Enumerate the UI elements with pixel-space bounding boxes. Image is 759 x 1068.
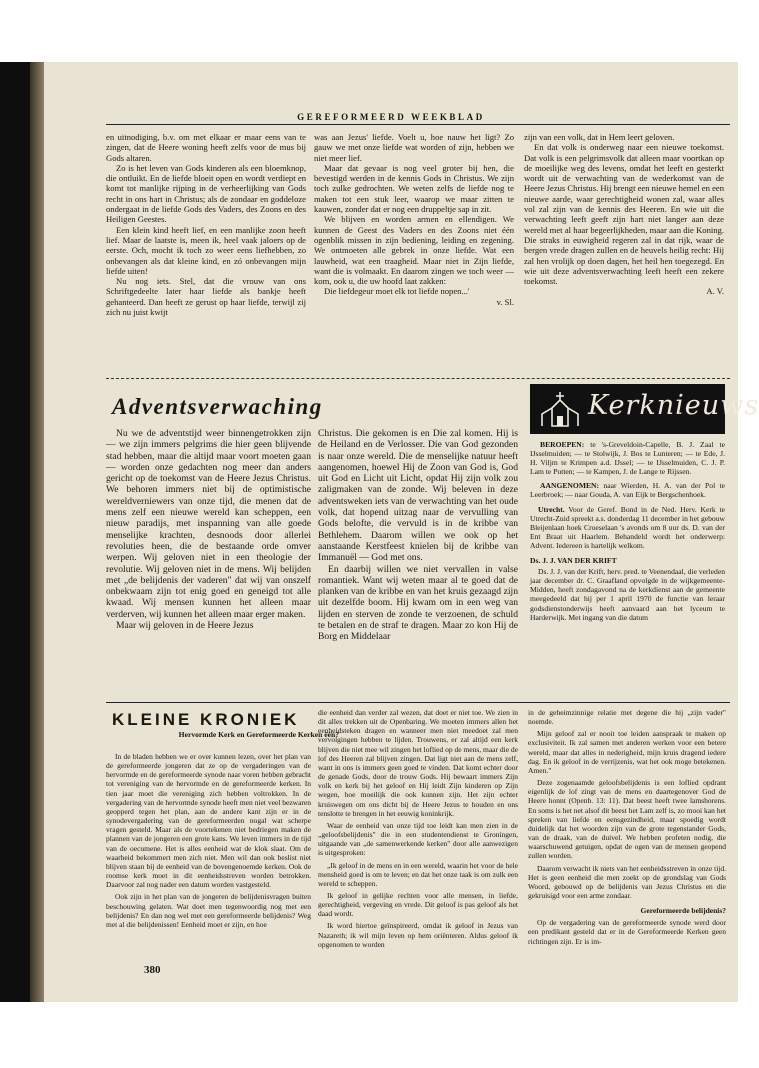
quote: „Ik geloof in de mens en in een wereld, waarin het voor de hele mensheid goed is om te leven; en dat het onze taak is om zulk een wereld te scheppen.: [318, 860, 518, 888]
news-item: naar Wierden, H. A. van der Pol te Leerbroek; — naar Gouda, A. van Eijk te Bergschenhoek.: [530, 481, 725, 500]
magazine-page: [44, 62, 759, 1002]
column-title: KLEINE KRONIEK: [112, 710, 300, 729]
paragraph: Ook zijn in het plan van de jongeren de belijdenisvragen buiten beschouwing gelaten. Wat doet men tegenwoordig nog met een belijdenis? En dan nog wel met een gereformeerde belijdenis? Weg met al die belijdenissen! Eenheid moet er zijn, en hoe: [106, 892, 311, 929]
paragraph: en uitnodiging, b.v. om met elkaar er maar eens van te zingen, dat de Heere woning heeft zelfs voor de mus bij Gods altaren.: [106, 132, 306, 163]
paragraph: Nu we de adventstijd weer binnengetrokken zijn — we zijn immers pelgrims die hier geen blijvende stad hebben, maar die altijd maar voort moeten gaan — worden onze gedachten nog meer dan anders gericht op de toekomst van de Heere Jezus Christus. We behoren immers niet bij de optimistische wereldverniewers van onze tijd, die menen dat de mens zelf een nieuwe wereld kan scheppen, een nieuw paradijs, met inspanning van alle goede menselijke krachten, desnoods door allerlei revoluties heen, die de bestaande orde omver werpen. Wij geloven niet in een theologie der revolutie. Wij geloven niet in de mens. Wij belijden met „de belijdenis der vaderen" dat wij van onszelf onbekwaam zijn tot enig goed en geneigd tot alle kwaad. Wij mensen kunnen het alleen maar verderven, wij kunnen het alleen maar erger maken.: [106, 428, 311, 620]
column-subtitle: Hervormde Kerk en Gereformeerde Kerken één?: [178, 730, 339, 739]
news-item: te 's-Greveldoin-Capelle, B. J. Zaal te IJsselmuiden; — te Stolwijk, J. Bos te Lunteren; — te Ede, J. H. Viljm te Krimpen a.d. IJssel; — te IJsselmuiden, C. J. P. Lam te Putten; — te Kampen, J. de Lange te Rijssen.: [530, 440, 725, 477]
scan-margin-bottom: [0, 1002, 738, 1068]
church-icon: [538, 390, 582, 428]
news-item: Voor de Geref. Bond in de Ned. Herv. Kerk te Utrecht-Zuid spreekt a.s. donderdag 11 december in het gebouw Bleijenlaan hoek Croeselaan 's avonds om 8 uur ds. D. van der Ent Braat uit Haarlem. Behandeld wordt het onderwerp: Advent. Iedereen is hartelijk welkom.: [530, 504, 725, 550]
paragraph: Waar de eenheid van onze tijd toe leidt kan men zien in de „geloofsbelijdenis" die in een studentendienst te Groningen, uitgaande van „de samenwerkende kerken" door alle aanwezigen is uitgesproken:: [318, 820, 518, 858]
paragraph: We blijven en worden armen en ellendigen. We kunnen de Geest des Vaders en des Zoons niet één ogenblik missen in zijn bediening, leiding en zegening. We ontmoeten alle gebrek in onze liefde. Wat een lauwheid, wat een traagheid. Maar niet in Zijn liefde, want die is volmaakt. En daarom zingen we toch weer — kom, ook u, die uw hoofd laat zakken:: [314, 214, 514, 287]
label: AANGENOMEN:: [540, 481, 600, 491]
top-article-col1: [106, 132, 306, 372]
section-divider: [106, 378, 730, 379]
paragraph: En dat volk is onderweg naar een nieuwe toekomst. Dat volk is een pelgrimsvolk dat alleen maar voortkan op de moeilijke weg des levens, omdat het leeft en gesterkt wordt uit de verwachting van de wederkomst van de Heere Jezus Christus. Hij brengt een nieuwe hemel en een nieuwe aarde, waar gerechtigheid wonen zal, waar alles vol zal zijn van de kennis des Heeren. En wie uit die verwachting leeft geeft zijn hart niet langer aan deze wereld met al haar begeerlijkheden, maar aan die Koning. Die straks in euwigheid regeren zal in dat rijk, waar de bergen vrede dragen zullen en de heuvels heilig recht: Hij zal hen vrolijk op doen dagen, het heil hen toegezegd. En wie uit deze adventsverwachting leeft heeft een zekere toekomst.: [524, 142, 724, 287]
kroniek-col2: [318, 708, 518, 996]
paragraph: Maar wij geloven in de Heere Jezus: [116, 620, 254, 632]
article-title: Adventsverwaching: [112, 394, 323, 419]
paragraph: Maar dat gevaar is nog veel groter bij hen, die bevestigd werden in de kennis Gods in Christus. We zijn toch zulke gedrochten. We weten zelfs de liefde nog te maken tot een stuk leer, waarop we maar zitten te kauwen, zonder dat er nog een druppeltje sap in zit.: [314, 162, 514, 215]
news-item: Ds. J. J. van der Krift, herv. pred. te Veenendaal, die verleden jaar december dr. C. Graafland opvolgde in de wijkgemeente-Midden, heeft zondagavond na de kerkdienst aan de gemeente meegedeeld dat hij per 1 april 1970 de functie van leraar godsdienstonderwijs heeft aanvaard aan het lyceum te Harderwijk. Met ingang van die datum: [530, 567, 725, 622]
banner-title: Kerknieuws: [588, 390, 759, 421]
paragraph: Zo is het leven van Gods kinderen als een bloemknop, die ontluikt. En de liefde bloeit open en wordt verdiept en komt tot manlijke rijping in de verheerlijking van Gods recht in ons hart in Christus; als de zondaar en goddeloze ondergaat in de liefde Gods des Vaders, des Zoons en des Heiligen Geestes.: [106, 162, 306, 225]
paragraph: En daarbij willen we niet vervallen in valse romantiek. Want wij weten maar al te goed dat de planken van de kribbe en van het kruis gezaagd zijn uit dezelfde boom. Hij kwam om in een weg van lijden en sterven de zonde te verzoenen, de schuld te betalen en de straf te dragen. Maar zo kon Hij de Borg en Middelaar: [318, 563, 518, 643]
paragraph: Daarom verwacht ik niets van het eenheidsstreven in onze tijd. Het is geen eenheid die men zoekt op de grondslag van Gods Woord, gebouwd op de belijdenis van Jezus Christus en die gekruisigd voor een arme zondaar.: [528, 863, 726, 900]
paragraph: in de geheimzinnige relatie met degene die hij „zijn vader" noemde.: [528, 708, 726, 727]
advent-col2: [318, 428, 518, 690]
header-rule: [106, 124, 730, 125]
news-heading: Ds. J. J. VAN DER KRIFT: [530, 556, 617, 566]
paragraph: Nu nog iets. Stel, dat die vrouw van ons Schriftgedeelte later haar liefde als bankje heeft gehanteerd. Dan heeft ze gerust op haar liefde, terwijl zij zich nu juist kwijt: [106, 276, 306, 318]
running-head: GEREFORMEERD WEEKBLAD: [297, 112, 485, 122]
scan-margin-top: [0, 0, 738, 62]
advent-col1: [106, 428, 311, 690]
paragraph: was aan Jezus' liefde. Voelt u, hoe nauw het ligt? Zo gauw we met onze liefde wat worden of zijn, hebben we niet meer lief.: [314, 132, 514, 163]
paragraph: Een klein kind heeft lief, en een manlijke zoon heeft lief. Maar de laatste is, meen ik, heel vaak jaloers op de eerste. Och, mocht ik toch zo weer eens liefhebben, zo onbevangen als dat kleine kind, en zó onbevangen mijn liefde uiten!: [106, 224, 306, 276]
paragraph: Christus. Die gekomen is en Die zal komen. Hij is de Heiland en de Verlosser. Die van God gezonden is naar onze wereld. Die de menselijke natuur heeft aangenomen, hoewel Hij de Zoon van God is, God uit God en Licht uit Licht, opdat Hij zijn volk zou zaligmaken van de zonde. Wij beleven in deze adventsweken iets van de verwachting van het oude volk, dat hopend uitzag naar de vervulling van Gods belofte, die vervuld is in de kribbe van Bethlehem. Daarom willen we ook op het aanstaande Kerstfeest knielen bij de kribbe van Immanuël — God met ons.: [318, 428, 518, 564]
top-article-col3: [524, 132, 724, 372]
label: Utrecht.: [538, 504, 565, 514]
paragraph: Op de vergadering van de gereformeerde synode werd door een predikant gesteld dat er in de Gereformeerde Kerken geen richtingen zijn. Er is im-: [528, 918, 726, 946]
scan-left-edge: [0, 62, 30, 1002]
quote: Ik word hiertoe geïnspireerd, omdat ik geloof in Jezus van Nazareth; ik wil mijn leven op hem oriënteren. Aldus geloof ik opgenomen te worden: [318, 921, 518, 949]
kroniek-col1: [106, 752, 311, 962]
quote-line: Die liefdegeur moet elk tot liefde nopen...': [324, 286, 470, 297]
page-spine-shadow: [30, 62, 44, 1002]
paragraph: zijn van een volk, dat in Hem leert geloven.: [524, 132, 675, 142]
paragraph: Mijn geloof zal er nooit toe leiden aanspraak te maken op exclusiviteit. Ik zal samen met anderen werken voor een betere wereld, maar dat alles in nederigheid, mijn kruis dragend iedere dag. En ik geloof in de verrijzenis, wat het ook moge betekenen. Amen.": [528, 729, 726, 775]
paragraph: In de bladen hebben we er over kunnen lezen, over het plan van de gereformeerde jongeren dat ze op de vergaderingen van de hervormde en de gereformeerde synode naar voren hebben gebracht tot vereniging van de hervormde en de gereformeerde kerken. In tien jaar moet die vereniging zich hebben voltrokken. In de vergadering van de hervormde synode heeft men niet veel bezwaren geopperd tegen het plan, aan de andere kant zijn er in de synodevergadering van de gereformeerden nogal wat scherpe vragen gesteld. Maar als de voortekenen niet bedriegen maken de plannen van de jongeren een grote kans. We leven immers in de tijd van de oecumene. Het is alles eenheid wat de klok slaat. Om de waarheid bekommert men zich niet. Men wil dan ook beslist niet blijven staan bij de eenheid van de bovengenoemde kerken. Ook de roomse kerk moet in dit eenheidsstreven worden betrokken. Daarvoor zal nog nader een datum worden vastgesteld.: [106, 752, 311, 890]
kerknieuws-column: [530, 440, 725, 692]
paragraph: die eenheid dan verder zal wezen, dat doet er niet toe. We zien in dit alles trekken uit de Openbaring. We moeten immers allen het eenheidsteken dragen en wanneer men niet meedoet zal men vervolgingen hebben te lijden. Trouwens, er zal altijd een kerk blijven die niet mee wil zingen het loflied op de mens, maar die de lof des Heeren zal blijven zingen. Dat ligt niet aan de mens zelf, want in ons is immers geen goed te vinden. Dat komt echter door de genade Gods, door de trouw Gods. Hij bewaart immers Zijn volk en kerk bij het geloof en Hij leidt Zijn kinderen op Zijn wegen, hoe moeilijk die ook kunnen zijn. Het zijn echter kruiswegen om ons dicht bij de Heere Jezus te houden en ons tenslotte te brengen in het eeuwig koninkrijk.: [318, 708, 518, 818]
top-article-col2: [314, 132, 514, 372]
quote: Ik geloof in gelijke rechten voor alle mensen, in liefde, gerechtigheid, vergeving en vrede. Dit geloof is pas geloof als het daad wordt.: [318, 890, 518, 919]
kerknieuws-banner: [530, 384, 759, 434]
section-divider: [106, 702, 730, 703]
label: BEROEPEN:: [540, 440, 585, 449]
paragraph: Deze zogenaamde geloofsbelijdenis is een loflied opdrant eigenlijk de lof zingt van de mens en daartegenover God de Heere honnt (Openb. 13: 11). Dat beest heeft twee lamshorens. En soms is het net alsof dit beest het Lam zelf is, zo mooi kan het spreken van liefde en eensgezindheid, maar spoedig wordt duidelijk dat het woorden zijn van de grote tegenstander Gods, van de draak, van de duivel. We hebben profeten nodig, die waarschuwend getuigen, opdat de ogen van de mensen geopend zullen worden.: [528, 778, 726, 861]
subheading: Gereformeerde belijdenis?: [640, 906, 726, 916]
signature: A. V.: [706, 286, 724, 297]
kroniek-col3: [528, 708, 726, 996]
signature: v. Sl.: [496, 296, 514, 307]
page-number: 380: [144, 964, 161, 976]
